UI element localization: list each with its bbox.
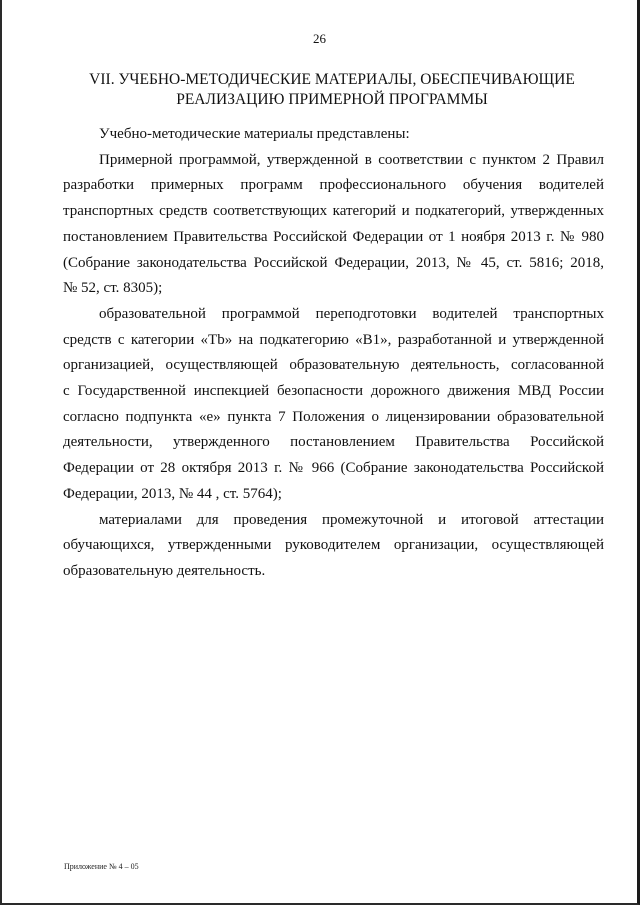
- paragraph-line: Федерации, 2013, № 44 , ст. 5764);: [63, 485, 282, 502]
- section-title-line-1: VII. УЧЕБНО-МЕТОДИЧЕСКИЕ МАТЕРИАЛЫ, ОБЕСПЕЧИВАЮЩИЕ: [89, 71, 575, 88]
- paragraph-line: Примерной программой, утвержденной в соответствии с пунктом 2 Правил: [99, 151, 604, 168]
- paragraph-line: средств с категории «Tb» на подкатегорию «B1», разработанной и утвержденной: [63, 331, 604, 348]
- paragraph-line: (Собрание законодательства Российской Федерации, 2013, № 45, ст. 5816; 2018,: [63, 254, 604, 271]
- paragraph-attestation-materials: [63, 508, 604, 585]
- paragraph-line: образовательной программой переподготовки водителей транспортных: [99, 305, 604, 322]
- paragraph-line: постановлением Правительства Российской Федерации от 1 ноября 2013 г. № 980: [63, 228, 604, 245]
- paragraph-line: разработки примерных программ профессионального обучения водителей: [63, 177, 604, 194]
- document-body: [63, 122, 604, 585]
- paragraph-line: с Государственной инспекцией безопасности дорожного движения МВД России: [63, 383, 604, 400]
- paragraph-line: Федерации от 28 октября 2013 г. № 966 (Собрание законодательства Российской: [63, 460, 604, 477]
- paragraph-line: образовательную деятельность.: [63, 562, 266, 579]
- paragraph-line: деятельности, утвержденного постановлением Правительства Российской: [63, 434, 604, 451]
- paragraph-line: № 52, ст. 8305);: [63, 280, 163, 297]
- page-number: 26: [313, 31, 326, 46]
- section-title-line-2: РЕАЛИЗАЦИЮ ПРИМЕРНОЙ ПРОГРАММЫ: [176, 91, 488, 108]
- paragraph-line: согласно подпункта «е» пункта 7 Положения о лицензировании образовательной: [63, 408, 604, 425]
- paragraph-line: материалами для проведения промежуточной и итоговой аттестации: [99, 511, 604, 528]
- footer-note: Приложение № 4 – 05: [64, 862, 139, 871]
- paragraph-line: транспортных средств соответствующих категорий и подкатегорий, утвержденных: [63, 203, 604, 220]
- paragraph-line: обучающихся, утвержденными руководителем организации, осуществляющей: [63, 537, 604, 554]
- paragraph-example-program: [63, 148, 604, 302]
- intro-paragraph: Учебно-методические материалы представлены:: [99, 126, 410, 142]
- section-title: [62, 70, 602, 110]
- paragraph-line: организацией, осуществляющей образовательную деятельность, согласованной: [63, 357, 604, 374]
- paragraph-retraining-program: [63, 302, 604, 508]
